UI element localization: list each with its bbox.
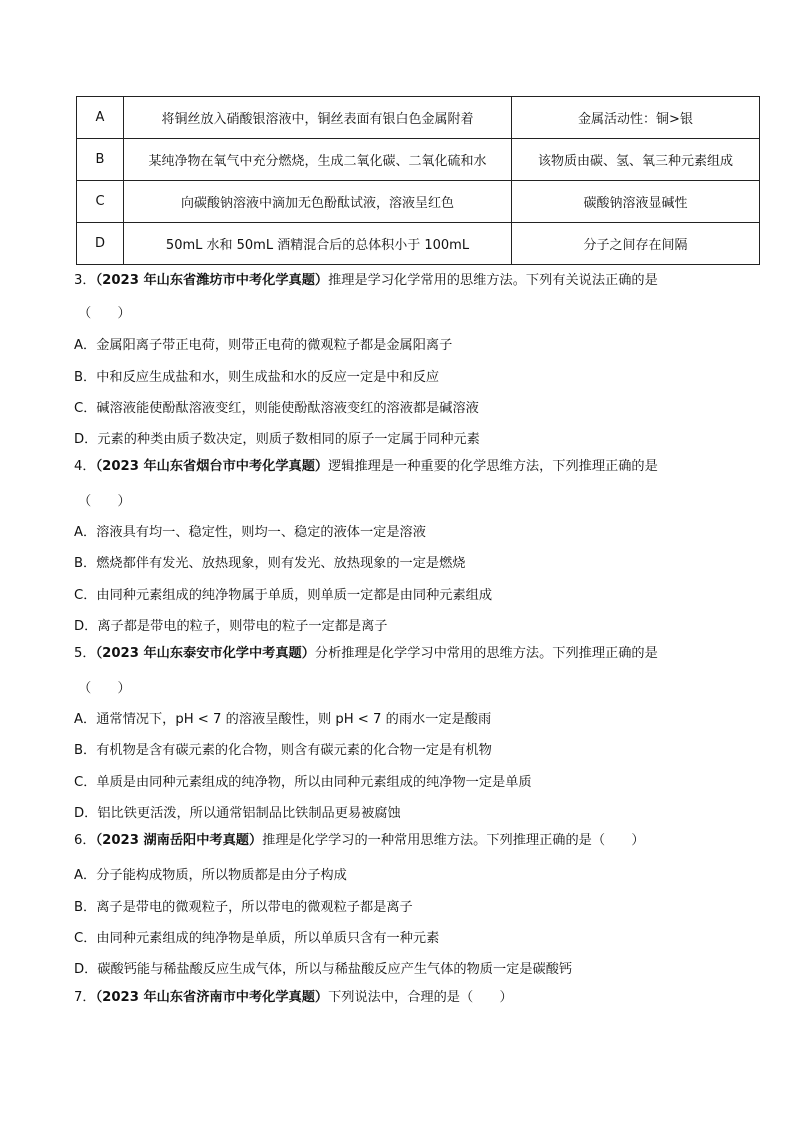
table-row xyxy=(77,223,760,265)
question-number: 7． xyxy=(74,990,96,1005)
option-b: B．中和反应生成盐和水，则生成盐和水的反应一定是中和反应 xyxy=(74,370,440,385)
question-source: （2023 湖南岳阳中考真题） xyxy=(95,833,263,848)
question-stem xyxy=(74,459,764,475)
option-d: D．碳酸钙能与稀盐酸反应生成气体，所以与稀盐酸反应产生气体的物质一定是碳酸钙 xyxy=(74,962,573,977)
row-conclusion: 碳酸钠溶液显碱性 xyxy=(512,181,760,223)
option-c: C．由同种元素组成的纯净物是单质，所以单质只含有一种元素 xyxy=(74,931,440,946)
row-label: C xyxy=(77,181,124,223)
option-d: D．离子都是带电的粒子，则带电的粒子一定都是离子 xyxy=(74,619,388,634)
question-text: 逻辑推理是一种重要的化学思维方法，下列推理正确的是 xyxy=(328,459,658,474)
option-c: C．碱溶液能使酚酞溶液变红，则能使酚酞溶液变红的溶液都是碱溶液 xyxy=(74,401,479,416)
question-source: （2023 年山东省烟台市中考化学真题） xyxy=(95,459,329,474)
option-c: C．由同种元素组成的纯净物属于单质，则单质一定都是由同种元素组成 xyxy=(74,588,493,603)
question-text: 推理是化学学习的一种常用思维方法。下列推理正确的是（ ） xyxy=(262,833,645,848)
option-b: B．离子是带电的微观粒子，所以带电的微观粒子都是离子 xyxy=(74,900,413,915)
option-a: A．分子能构成物质，所以物质都是由分子构成 xyxy=(74,868,347,883)
row-conclusion: 分子之间存在间隔 xyxy=(512,223,760,265)
question-stem xyxy=(74,646,764,662)
question-text: 下列说法中，合理的是（ ） xyxy=(328,990,513,1005)
row-operation: 向碳酸钠溶液中滴加无色酚酞试液，溶液呈红色 xyxy=(124,181,512,223)
table-row xyxy=(77,181,760,223)
question-source: （2023 年山东泰安市化学中考真题） xyxy=(95,646,315,661)
table-row xyxy=(77,97,760,139)
answer-blank: （ ） xyxy=(78,681,131,696)
option-a: A．溶液具有均一、稳定性，则均一、稳定的液体一定是溶液 xyxy=(74,525,426,540)
question-text: 推理是学习化学常用的思维方法。下列有关说法正确的是 xyxy=(328,273,658,288)
question-text: 分析推理是化学学习中常用的思维方法。下列推理正确的是 xyxy=(314,646,658,661)
option-a: A．金属阳离子带正电荷，则带正电荷的微观粒子都是金属阳离子 xyxy=(74,338,453,353)
question-stem xyxy=(74,990,764,1006)
table-row xyxy=(77,139,760,181)
option-d: D．铝比铁更活泼，所以通常铝制品比铁制品更易被腐蚀 xyxy=(74,806,401,821)
question-source: （2023 年山东省济南市中考化学真题） xyxy=(95,990,329,1005)
row-conclusion: 该物质由碳、氢、氧三种元素组成 xyxy=(512,139,760,181)
row-label: B xyxy=(77,139,124,181)
row-operation: 将铜丝放入硝酸银溶液中，铜丝表面有银白色金属附着 xyxy=(124,97,512,139)
question-stem xyxy=(74,833,764,849)
question-number: 4． xyxy=(74,459,96,474)
question-number: 3． xyxy=(74,273,96,288)
row-conclusion: 金属活动性：铜>银 xyxy=(512,97,760,139)
row-operation: 某纯净物在氧气中充分燃烧，生成二氧化碳、二氧化硫和水 xyxy=(124,139,512,181)
question-number: 6． xyxy=(74,833,96,848)
answer-blank: （ ） xyxy=(78,494,131,509)
option-b: B．有机物是含有碳元素的化合物，则含有碳元素的化合物一定是有机物 xyxy=(74,743,492,758)
option-c: C．单质是由同种元素组成的纯净物，所以由同种元素组成的纯净物一定是单质 xyxy=(74,775,532,790)
question-stem xyxy=(74,273,764,289)
row-label: D xyxy=(77,223,124,265)
row-operation: 50mL 水和 50mL 酒精混合后的总体积小于 100mL xyxy=(124,223,512,265)
row-label: A xyxy=(77,97,124,139)
options-table xyxy=(76,96,760,265)
option-d: D．元素的种类由质子数决定，则质子数相同的原子一定属于同种元素 xyxy=(74,432,480,447)
question-number: 5． xyxy=(74,646,96,661)
answer-blank: （ ） xyxy=(78,306,131,321)
question-source: （2023 年山东省潍坊市中考化学真题） xyxy=(95,273,329,288)
option-a: A．通常情况下，pH < 7 的溶液呈酸性，则 pH < 7 的雨水一定是酸雨 xyxy=(74,712,492,727)
option-b: B．燃烧都伴有发光、放热现象，则有发光、放热现象的一定是燃烧 xyxy=(74,556,466,571)
